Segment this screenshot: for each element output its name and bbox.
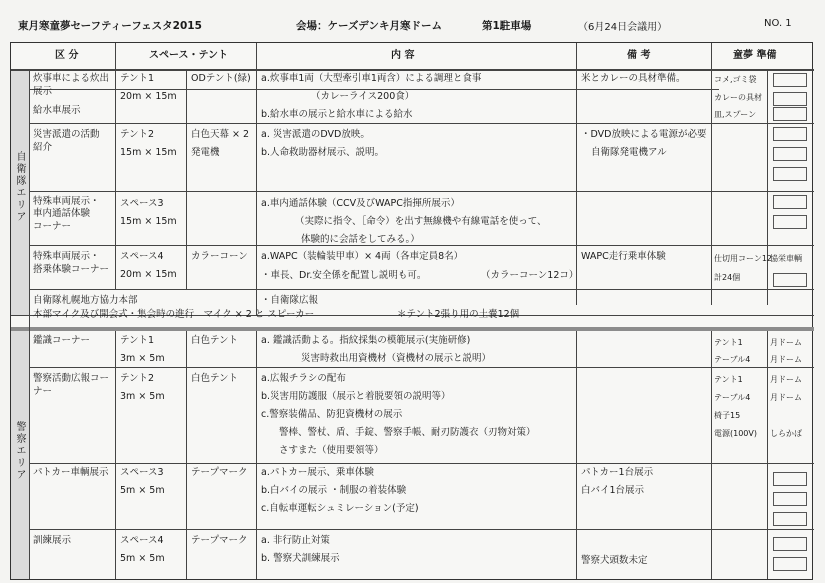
- space-cell: スペース4: [120, 251, 164, 262]
- category-cell: ナー: [33, 386, 53, 397]
- prep-cell: 月ドーム: [770, 393, 802, 402]
- venue-label: 会場：ケーズデンキ月寒ドーム: [296, 20, 443, 32]
- content-line: a. 非行防止対策: [261, 535, 330, 546]
- page-number: NO. 1: [764, 18, 792, 29]
- category-cell: 特殊車両展示・: [33, 251, 100, 262]
- content-line: c.警察装備品、防犯資機材の展示: [261, 409, 403, 420]
- content-line: ・車長、Dr.安全係を配置し説明も可。: [261, 270, 427, 281]
- space-size-cell: 5m × 5m: [120, 485, 165, 496]
- tent-cell: 白色テント: [191, 373, 239, 384]
- category-cell: 訓練展示: [33, 535, 72, 546]
- check-box[interactable]: [773, 147, 807, 161]
- category-cell: 特殊車両展示・: [33, 196, 100, 207]
- hq-mic-note: 本部マイク及び開会式・集会時の進行 マイク × 2 と スピーカー: [33, 309, 315, 320]
- space-size-cell: 3m × 5m: [120, 353, 165, 364]
- space-cell: テント2: [120, 373, 155, 384]
- col-rule: [767, 69, 768, 305]
- space-cell: テント1: [120, 335, 155, 346]
- section-divider: [11, 327, 814, 331]
- tent-cell: 白色天幕 × 2: [191, 129, 250, 140]
- content-line: c.自転車運転シュミレーション(予定): [261, 503, 419, 514]
- document-title: 東月寒童夢セーフティーフェスタ2015: [18, 20, 202, 32]
- check-box[interactable]: [773, 215, 807, 229]
- row-rule: [29, 367, 814, 368]
- schedule-table: [10, 42, 813, 580]
- content-line: さすまた（使用要領等）: [279, 445, 384, 456]
- content-line: a.炊事車1両（大型牽引車1両含）による調理と食事: [261, 73, 482, 84]
- col-rule: [767, 331, 768, 579]
- space-cell: スペース3: [120, 467, 164, 478]
- prep-cell: 協栄車輌: [770, 254, 802, 263]
- check-box[interactable]: [773, 492, 807, 506]
- category-cell: 自衛隊札幌地方協力本部: [33, 295, 138, 306]
- content-line: b.人命救助器材展示、説明。: [261, 147, 385, 158]
- row-rule: [29, 463, 814, 464]
- parking-lot-label: 第1駐車場: [482, 20, 532, 32]
- remarks-cell: 自衛隊発電機アル: [591, 147, 667, 158]
- check-box[interactable]: [773, 557, 807, 571]
- space-cell: スペース3: [120, 198, 164, 209]
- content-line: b.白バイの展示 ・制服の着装体験: [261, 485, 407, 496]
- col-header-remarks: 備 考: [627, 50, 651, 61]
- remarks-cell: WAPC走行乗車体験: [581, 251, 666, 262]
- prep-cell: テーブル4: [714, 393, 751, 402]
- meeting-note: （6月24日会議用）: [578, 22, 668, 33]
- category-cell: コーナー: [33, 221, 72, 232]
- category-cell: 車内通話体験: [33, 208, 91, 219]
- tent-cell: カラーコーン: [191, 251, 248, 262]
- tent-cell: 白色テント: [191, 335, 239, 346]
- content-line: b.災害用防護服（展示と着脱要領の説明等）: [261, 391, 451, 402]
- category-cell: 給水車展示: [33, 105, 81, 116]
- prep-cell: 皿,スプーン: [714, 110, 757, 119]
- row-rule: [29, 245, 814, 246]
- col-rule: [256, 43, 257, 315]
- remarks-cell: 米とカレーの具材準備。: [581, 73, 686, 84]
- content-line: a. 鑑識活動よる。指紋採集の模範展示(実施研修): [261, 335, 471, 346]
- category-cell: パトカー車輌展示: [33, 467, 109, 478]
- category-cell: 紹介: [33, 142, 53, 153]
- content-line: ・自衛隊広報: [261, 295, 319, 306]
- content-line: 体験的に会話をしてみる。）: [301, 234, 420, 245]
- prep-cell: 仕切用コーン12: [714, 254, 773, 263]
- row-rule: [29, 89, 719, 90]
- col-rule: [186, 331, 187, 579]
- row-rule: [29, 289, 814, 290]
- col-header-content: 内 容: [391, 50, 415, 61]
- remarks-cell: パトカー1台展示: [581, 467, 654, 478]
- remarks-cell: 白バイ1台展示: [581, 485, 645, 496]
- content-line: （実際に指令、［命令）を出す無線機や有線電話を使って、: [295, 216, 547, 227]
- row-rule: [29, 191, 814, 192]
- prep-cell: コメ,ゴミ袋: [714, 75, 757, 84]
- space-size-cell: 5m × 5m: [120, 553, 165, 564]
- row-rule: [29, 123, 814, 124]
- check-box[interactable]: [773, 73, 807, 87]
- category-cell: 展示: [33, 86, 53, 97]
- tent-cell: テープマーク: [191, 467, 248, 478]
- space-cell: テント2: [120, 129, 155, 140]
- content-line: a.広報チラシの配布: [261, 373, 346, 384]
- prep-cell: テーブル4: [714, 355, 751, 364]
- category-cell: 鑑識コーナー: [33, 335, 91, 346]
- remarks-cell: 警察犬頭数未定: [581, 555, 648, 566]
- check-box[interactable]: [773, 273, 807, 287]
- col-rule: [711, 43, 712, 305]
- col-header-category: 区 分: [55, 50, 79, 61]
- col-rule: [29, 69, 30, 579]
- check-box[interactable]: [773, 537, 807, 551]
- col-header-prep: 童夢 準備: [733, 50, 777, 61]
- area-label-keisatsu: 警察エリア: [14, 421, 25, 481]
- content-line: 災害時救出用資機材（資機材の展示と説明）: [301, 353, 492, 364]
- col-rule: [115, 43, 116, 289]
- check-box[interactable]: [773, 92, 807, 106]
- check-box[interactable]: [773, 512, 807, 526]
- content-line: （カラーコーン12コ）: [481, 270, 579, 281]
- content-line: 警棒、警杖、盾、手錠、警察手帳、耐刃防護衣（刃物対策）: [279, 427, 536, 438]
- prep-cell: カレーの具材: [714, 93, 762, 102]
- content-line: b. 警察犬訓練展示: [261, 553, 340, 564]
- col-rule: [576, 331, 577, 579]
- prep-cell: 月ドーム: [770, 355, 802, 364]
- check-box[interactable]: [773, 167, 807, 181]
- category-cell: 警察活動広報コー: [33, 373, 110, 384]
- prep-cell: テント1: [714, 375, 743, 384]
- prep-cell: しらかば: [770, 429, 802, 438]
- category-cell: 搭乗体験コーナー: [33, 264, 110, 275]
- prep-cell: 椅子15: [714, 411, 741, 420]
- col-rule: [576, 43, 577, 305]
- row-rule: [29, 529, 814, 530]
- prep-cell: 月ドーム: [770, 338, 802, 347]
- content-line: a. 災害派遣のDVD放映。: [261, 129, 370, 140]
- prep-cell: 月ドーム: [770, 375, 802, 384]
- space-size-cell: 15m × 15m: [120, 147, 177, 158]
- space-size-cell: 20m × 15m: [120, 91, 177, 102]
- prep-cell: 計24個: [714, 273, 741, 282]
- remarks-cell: ・DVD放映による電源が必要: [581, 129, 707, 140]
- content-line: b.給水車の展示と給水車による給水: [261, 109, 413, 120]
- col-rule: [711, 331, 712, 579]
- tent-cell: ODテント(緑): [191, 73, 251, 84]
- space-size-cell: 15m × 15m: [120, 216, 177, 227]
- space-size-cell: 3m × 5m: [120, 391, 165, 402]
- check-box[interactable]: [773, 472, 807, 486]
- content-line: a.車内通話体験（CCV及びWAPC指揮所展示）: [261, 198, 460, 209]
- content-line: a.パトカー展示、乗車体験: [261, 467, 374, 478]
- check-box[interactable]: [773, 107, 807, 121]
- category-cell: 炊事車による炊出: [33, 73, 110, 84]
- area-label-jieitai: 自衛隊エリア: [14, 151, 25, 223]
- content-line: a.WAPC（装輪装甲車）× 4両（各車定員8名）: [261, 251, 464, 262]
- space-cell: テント1: [120, 73, 155, 84]
- category-cell: 災害派遣の活動: [33, 129, 100, 140]
- header-rule: [11, 69, 814, 71]
- col-header-space: スペース・テント: [149, 50, 228, 61]
- tent-cell: 発電機: [191, 147, 220, 158]
- prep-cell: 電源(100V): [714, 429, 757, 438]
- tent-cell: テープマーク: [191, 535, 248, 546]
- space-size-cell: 20m × 15m: [120, 269, 177, 280]
- check-box[interactable]: [773, 195, 807, 209]
- col-rule: [115, 331, 116, 579]
- col-rule: [186, 69, 187, 289]
- check-box[interactable]: [773, 127, 807, 141]
- space-cell: スペース4: [120, 535, 164, 546]
- content-line: （カレーライス200食）: [311, 91, 415, 102]
- sandbag-note: ＊テント2張り用の土嚢12個: [397, 309, 520, 320]
- prep-cell: テント1: [714, 338, 743, 347]
- col-rule: [256, 331, 257, 579]
